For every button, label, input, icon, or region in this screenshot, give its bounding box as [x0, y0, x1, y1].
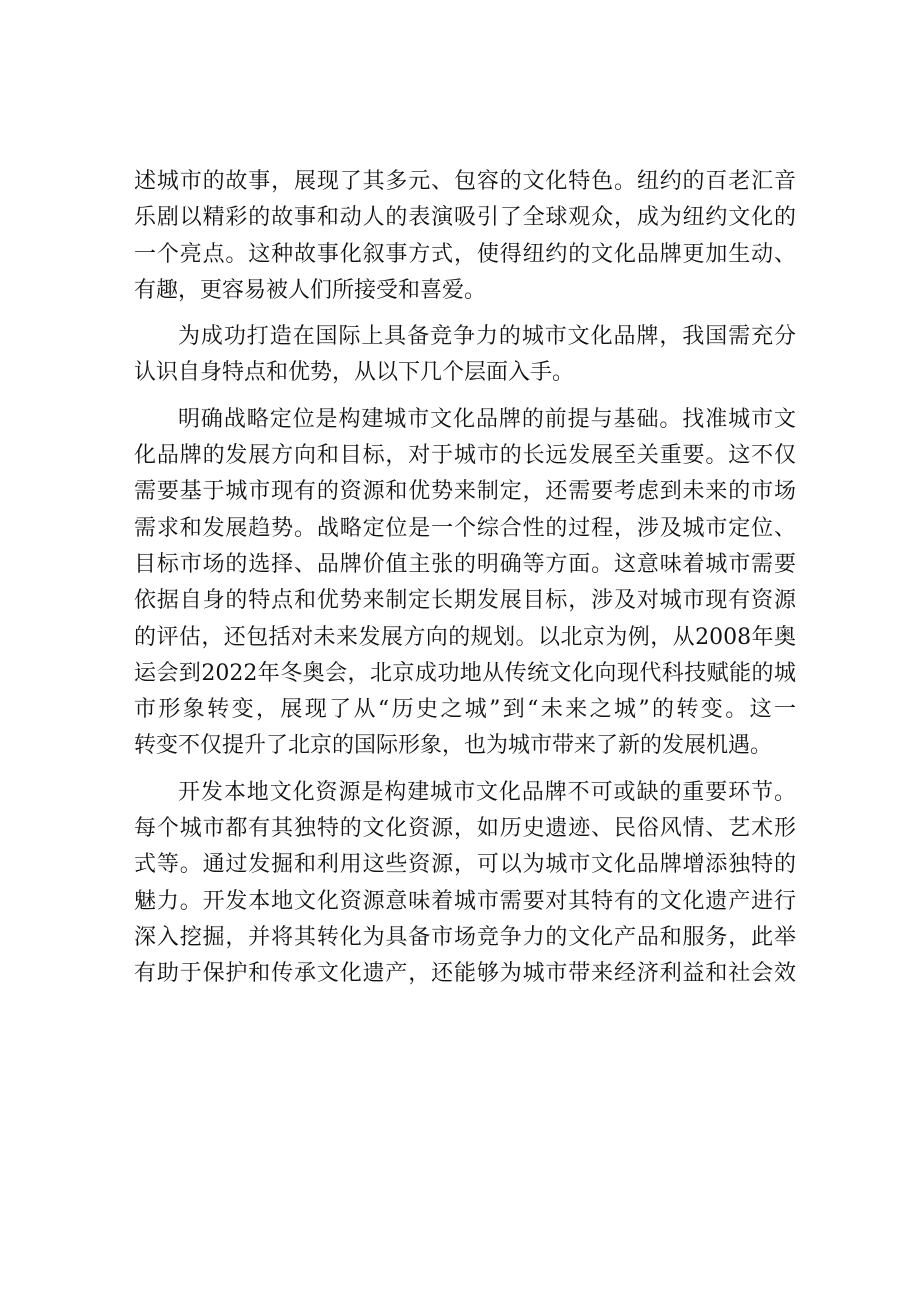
paragraph-line: 的评估，还包括对未来发展方向的规划。以北京为例，从2008年奥 — [134, 624, 796, 650]
document-body — [134, 164, 796, 993]
paragraph-2 — [134, 319, 796, 392]
paragraph-line: 目标市场的选择、品牌价值主张的明确等方面。这意味着城市需要 — [134, 551, 796, 577]
paragraph-3 — [134, 402, 796, 765]
paragraph-line: 每个城市都有其独特的文化资源，如历史遗迹、民俗风情、艺术形 — [134, 816, 796, 842]
paragraph-line: 需要基于城市现有的资源和优势来制定，还需要考虑到未来的市场 — [134, 479, 796, 505]
paragraph-line: 魅力。开发本地文化资源意味着城市需要对其特有的文化遗产进行 — [134, 888, 796, 914]
paragraph-line: 一个亮点。这种故事化叙事方式，使得纽约的文化品牌更加生动、 — [134, 241, 796, 267]
paragraph-4 — [134, 775, 796, 993]
paragraph-line: 市形象转变，展现了从“历史之城”到“未来之城”的转变。这一 — [134, 697, 796, 723]
paragraph-line: 化品牌的发展方向和目标，对于城市的长远发展至关重要。这不仅 — [134, 443, 796, 469]
paragraph-line: 深入挖掘，并将其转化为具备市场竞争力的文化产品和服务，此举 — [134, 924, 796, 950]
paragraph-line: 需求和发展趋势。战略定位是一个综合性的过程，涉及城市定位、 — [134, 515, 796, 541]
paragraph-line: 有趣，更容易被人们所接受和喜爱。 — [134, 277, 487, 303]
paragraph-line: 式等。通过发掘和利用这些资源，可以为城市文化品牌增添独特的 — [134, 852, 796, 878]
paragraph-line: 乐剧以精彩的故事和动人的表演吸引了全球观众，成为纽约文化的 — [134, 205, 796, 231]
paragraph-line: 明确战略定位是构建城市文化品牌的前提与基础。找准城市文 — [178, 406, 796, 432]
paragraph-line: 依据自身的特点和优势来制定长期发展目标，涉及对城市现有资源 — [134, 588, 796, 614]
paragraph-line: 有助于保护和传承文化遗产，还能够为城市带来经济利益和社会效 — [134, 961, 796, 987]
paragraph-line: 开发本地文化资源是构建城市文化品牌不可或缺的重要环节。 — [178, 779, 796, 805]
paragraph-1 — [134, 164, 796, 309]
paragraph-line: 述城市的故事，展现了其多元、包容的文化特色。纽约的百老汇音 — [134, 169, 796, 194]
paragraph-line: 认识自身特点和优势，从以下几个层面入手。 — [134, 360, 575, 386]
paragraph-line: 运会到2022年冬奥会，北京成功地从传统文化向现代科技赋能的城 — [134, 660, 796, 686]
paragraph-line: 转变不仅提升了北京的国际形象，也为城市带来了新的发展机遇。 — [134, 733, 773, 759]
paragraph-line: 为成功打造在国际上具备竞争力的城市文化品牌，我国需充分 — [178, 324, 796, 350]
